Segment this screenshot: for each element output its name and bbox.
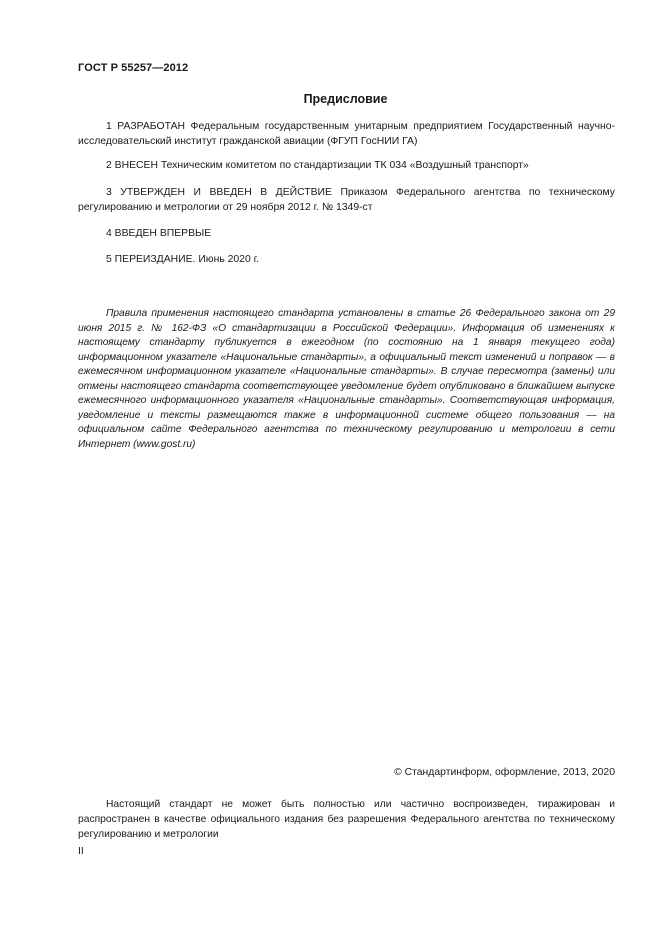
foreword-item-3: 3 УТВЕРЖДЕН И ВВЕДЕН В ДЕЙСТВИЕ Приказом Федерального агентства по техническому регулированию и метрологии от 29 ноября 2012 г. № 1349-ст	[78, 187, 615, 214]
foreword-item-5: 5 ПЕРЕИЗДАНИЕ. Июнь 2020 г.	[106, 254, 260, 265]
foreword-item-4: 4 ВВЕДЕН ВПЕРВЫЕ	[106, 228, 212, 239]
page-number: II	[78, 846, 84, 857]
reproduction-disclaimer: Настоящий стандарт не может быть полностью или частично воспроизведен, тиражирован и распространен в качестве официального издания без разрешения Федерального агентства по техническому регулированию и метрологии	[78, 799, 615, 841]
document-header-standard-id: ГОСТ Р 55257—2012	[78, 62, 189, 74]
foreword-item-2: 2 ВНЕСЕН Техническим комитетом по стандартизации ТК 034 «Воздушный транспорт»	[106, 160, 529, 171]
application-rules-notice: Правила применения настоящего стандарта установлены в статье 26 Федерального закона от 29 июня 2015 г. № 162-ФЗ «О стандартизации в Российской Федерации». Информация об изменениях к настоящему стандарту публикуется в ежегодном (по состоянию на 1 января текущего года) информационном указателе «Национальные стандарты», а официальный текст изменений и поправок — в ежемесячном информационном указателе «Национальные стандарты». В случае пересмотра (замены) или отмены настоящего стандарта соответствующее уведомление будет опубликовано в ближайшем выпуске ежемесячного информационного указателя «Национальные стандарты». Соответствующая информация, уведомление и тексты размещаются также в информационной системе общего пользования — на официальном сайте Федерального агентства по техническому регулированию и метрологии в сети Интернет (www.gost.ru)	[78, 308, 615, 450]
foreword-item-1: 1 РАЗРАБОТАН Федеральным государственным унитарным предприятием Государственный научно-исследовательский институт гражданской авиации (ФГУП ГосНИИ ГА)	[78, 121, 615, 148]
copyright-line: © Стандартинформ, оформление, 2013, 2020	[394, 767, 615, 778]
page-title	[0, 92, 661, 106]
page-title-text: Предисловие	[303, 92, 388, 106]
